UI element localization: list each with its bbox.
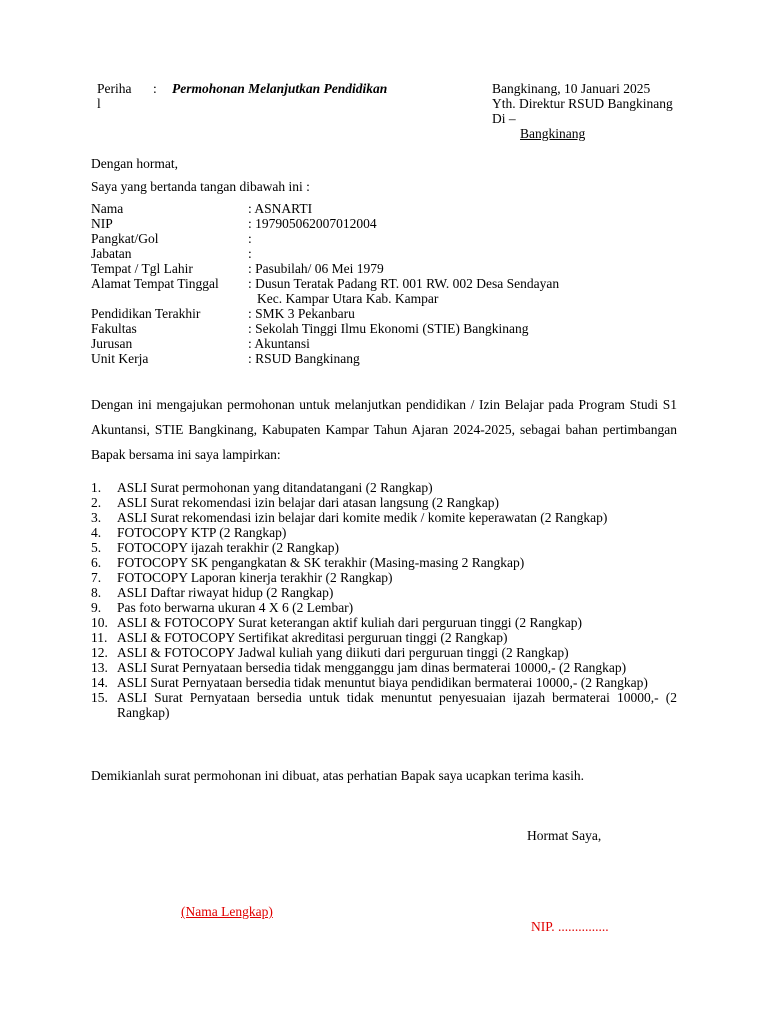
list-item-number: 1. <box>91 480 102 495</box>
list-item-text: Pas foto berwarna ukuran 4 X 6 (2 Lembar) <box>117 600 354 615</box>
list-item <box>91 510 677 525</box>
identity-value: : 197905062007012004 <box>248 216 377 231</box>
list-item-number: 4. <box>91 525 102 540</box>
identity-label: NIP <box>91 216 113 231</box>
body-paragraph: Dengan ini mengajukan permohonan untuk melanjutkan pendidikan / Izin Belajar pada Program Studi S1 Akuntansi, STIE Bangkinang, Kabupaten Kampar Tahun Ajaran 2024-2025, sebagai bahan pertimbangan Bapak bersama ini saya lampirkan: <box>91 397 677 462</box>
identity-label: Pendidikan Terakhir <box>91 306 201 321</box>
list-item-number: 3. <box>91 510 102 525</box>
list-item-number: 7. <box>91 570 102 585</box>
list-item-text: ASLI & FOTOCOPY Jadwal kuliah yang diikuti dari perguruan tinggi (2 Rangkap) <box>117 645 569 660</box>
list-item-number: 8. <box>91 585 102 600</box>
list-item-text: ASLI Surat permohonan yang ditandatangani (2 Rangkap) <box>117 480 433 495</box>
perihal-label <box>97 81 132 111</box>
perihal-label-line2: l <box>97 96 101 111</box>
recipient-city: Bangkinang <box>520 126 586 141</box>
list-item <box>91 570 677 585</box>
list-item-number: 14. <box>91 675 108 690</box>
list-item-text: ASLI Surat Pernyataan bersedia tidak menuntut biaya pendidikan bermaterai 10000,- (2 Rangkap) <box>117 675 648 690</box>
recipient: Yth. Direktur RSUD Bangkinang <box>492 96 673 111</box>
greeting: Dengan hormat, <box>91 156 178 171</box>
identity-value: : Sekolah Tinggi Ilmu Ekonomi (STIE) Bangkinang <box>248 321 529 336</box>
list-item-text: FOTOCOPY KTP (2 Rangkap) <box>117 525 287 540</box>
perihal-colon: : <box>153 81 157 96</box>
list-item <box>91 690 677 720</box>
identity-row-pendidikan <box>91 306 691 321</box>
list-item-number: 10. <box>91 615 108 630</box>
list-item-number: 6. <box>91 555 102 570</box>
list-item-text: ASLI Surat rekomendasi izin belajar dari atasan langsung (2 Rangkap) <box>117 495 500 510</box>
list-item <box>91 660 677 675</box>
list-item <box>91 585 677 600</box>
signature-nip-placeholder: NIP. ............... <box>531 919 609 934</box>
list-item-text: ASLI & FOTOCOPY Surat keterangan aktif kuliah dari perguruan tinggi (2 Rangkap) <box>117 615 583 630</box>
list-item-number: 11. <box>91 630 108 645</box>
identity-value: : Dusun Teratak Padang RT. 001 RW. 002 Desa Sendayan <box>248 276 560 291</box>
identity-value: : SMK 3 Pekanbaru <box>248 306 355 321</box>
identity-row-unit-kerja <box>91 351 691 366</box>
identity-row-nip <box>91 216 691 231</box>
recipient-di: Di – <box>492 111 516 126</box>
list-item-text: ASLI Surat rekomendasi izin belajar dari komite medik / komite keperawatan (2 Rangkap) <box>117 510 608 525</box>
identity-label: Unit Kerja <box>91 351 149 366</box>
list-item-number: 2. <box>91 495 102 510</box>
list-item <box>91 630 677 645</box>
identity-value: : Akuntansi <box>248 336 310 351</box>
identity-value-continued: Kec. Kampar Utara Kab. Kampar <box>257 291 439 306</box>
identity-label: Fakultas <box>91 321 137 336</box>
list-item <box>91 555 677 570</box>
list-item-number: 13. <box>91 660 108 675</box>
signature-salutation: Hormat Saya, <box>527 828 602 843</box>
identity-label: Pangkat/Gol <box>91 231 159 246</box>
list-item <box>91 615 677 630</box>
signature-name-placeholder: (Nama Lengkap) <box>181 904 273 919</box>
recipient-block <box>492 81 673 141</box>
identity-value: : ASNARTI <box>248 201 313 216</box>
letter-subject: Permohonan Melanjutkan Pendidikan <box>172 81 388 96</box>
identity-value: : <box>248 231 252 246</box>
identity-row-alamat <box>91 276 691 306</box>
place-date: Bangkinang, 10 Januari 2025 <box>492 81 651 96</box>
list-item <box>91 645 677 660</box>
identity-value: : <box>248 246 252 261</box>
identity-label: Nama <box>91 201 124 216</box>
closing-sentence: Demikianlah surat permohonan ini dibuat, atas perhatian Bapak saya ucapkan terima kasih. <box>91 768 584 783</box>
identity-label: Jabatan <box>91 246 132 261</box>
identity-row-jabatan <box>91 246 691 261</box>
list-item-text: FOTOCOPY SK pengangkatan & SK terakhir (Masing-masing 2 Rangkap) <box>117 555 525 570</box>
list-item <box>91 675 677 690</box>
identity-label: Tempat / Tgl Lahir <box>91 261 193 276</box>
identity-label: Alamat Tempat Tinggal <box>91 276 219 291</box>
list-item-number: 9. <box>91 600 102 615</box>
identity-value: : RSUD Bangkinang <box>248 351 360 366</box>
identity-value: : Pasubilah/ 06 Mei 1979 <box>248 261 384 276</box>
perihal-label-line1: Periha <box>97 81 132 96</box>
identity-row-nama <box>91 201 691 216</box>
identity-row-fakultas <box>91 321 691 336</box>
list-item-text: ASLI & FOTOCOPY Sertifikat akreditasi perguruan tinggi (2 Rangkap) <box>117 630 508 645</box>
list-item-number: 5. <box>91 540 102 555</box>
identity-label: Jurusan <box>91 336 133 351</box>
list-item <box>91 540 677 555</box>
list-item <box>91 495 677 510</box>
list-item-text: ASLI Surat Pernyataan bersedia untuk tidak menuntut penyesuaian ijazah bermaterai 10000,- (2 Rangkap) <box>117 690 677 720</box>
list-item-text: ASLI Surat Pernyataan bersedia tidak mengganggu jam dinas bermaterai 10000,- (2 Rangkap) <box>117 660 627 675</box>
list-item-text: FOTOCOPY ijazah terakhir (2 Rangkap) <box>117 540 339 555</box>
list-item <box>91 600 677 615</box>
intro-text: Saya yang bertanda tangan dibawah ini : <box>91 179 310 194</box>
list-item-text: ASLI Daftar riwayat hidup (2 Rangkap) <box>117 585 334 600</box>
identity-row-pangkat <box>91 231 691 246</box>
list-item <box>91 525 677 540</box>
identity-row-ttl <box>91 261 691 276</box>
list-item-number: 12. <box>91 645 108 660</box>
identity-row-jurusan <box>91 336 691 351</box>
list-item <box>91 480 677 495</box>
list-item-number: 15. <box>91 690 108 705</box>
attachments-list <box>91 480 677 720</box>
list-item-text: FOTOCOPY Laporan kinerja terakhir (2 Rangkap) <box>117 570 393 585</box>
